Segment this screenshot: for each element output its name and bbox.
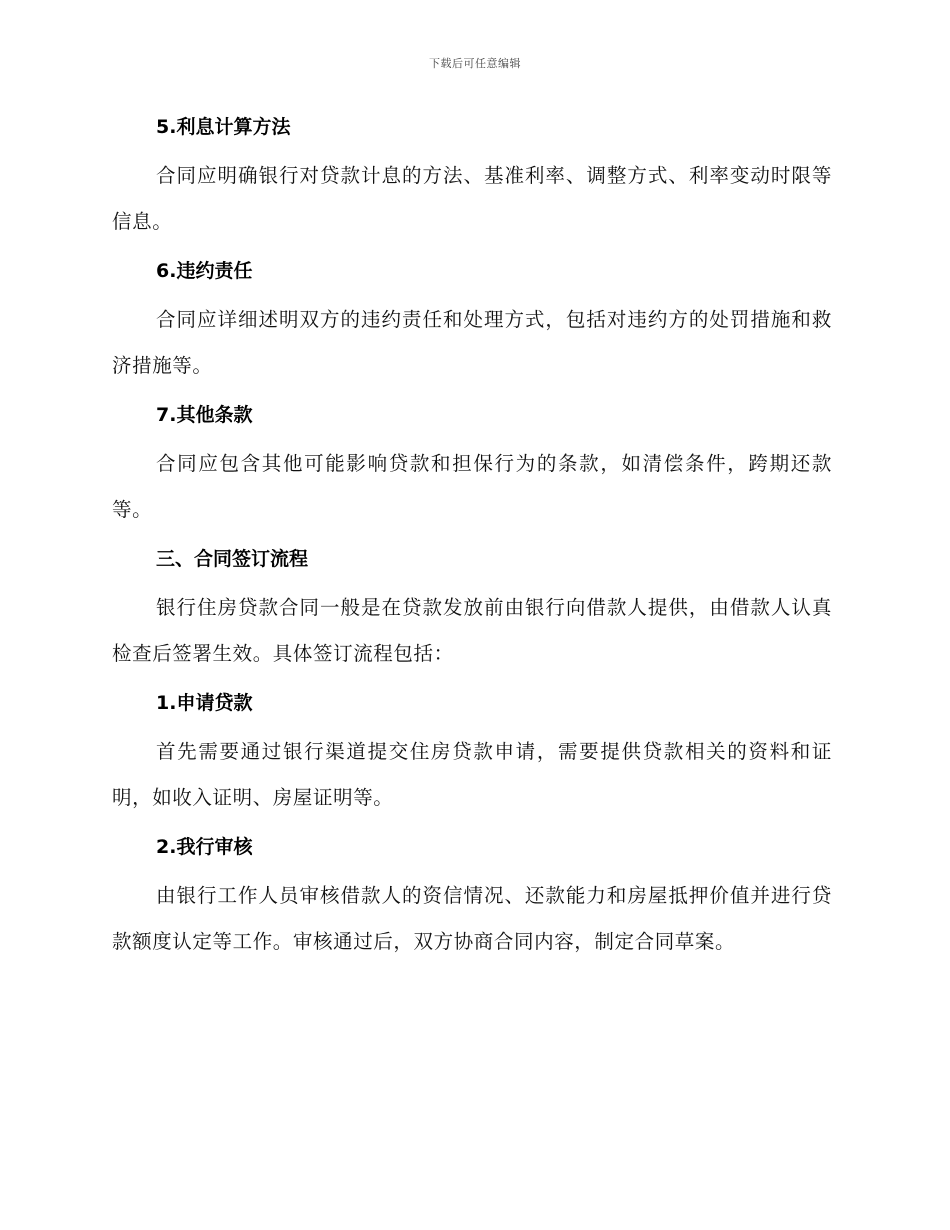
section-paragraph-default-liability: 合同应详细述明双方的违约责任和处理方式，包括对违约方的处罚措施和救济措施等。 [112, 308, 832, 377]
section-heading-other-terms: 7.其他条款 [156, 404, 253, 426]
document-body [112, 108, 832, 972]
section-heading-apply-loan: 1.申请贷款 [156, 692, 253, 714]
section-paragraph-apply-loan: 首先需要通过银行渠道提交住房贷款申请，需要提供贷款相关的资料和证明，如收入证明、房屋证明等。 [112, 740, 832, 809]
page-header-note: 下载后可任意编辑 [429, 57, 521, 70]
section-paragraph-interest-method: 合同应明确银行对贷款计息的方法、基准利率、调整方式、利率变动时限等信息。 [112, 164, 832, 233]
section-heading-default-liability: 6.违约责任 [156, 260, 253, 282]
section-paragraph-other-terms: 合同应包含其他可能影响贷款和担保行为的条款，如清偿条件，跨期还款等。 [112, 452, 832, 521]
section-heading-signing-process: 三、合同签订流程 [156, 548, 309, 570]
section-heading-interest-method: 5.利息计算方法 [156, 116, 291, 138]
section-paragraph-bank-review: 由银行工作人员审核借款人的资信情况、还款能力和房屋抵押价值并进行贷款额度认定等工作。审核通过后，双方协商合同内容，制定合同草案。 [112, 884, 832, 953]
section-heading-bank-review: 2.我行审核 [156, 836, 253, 858]
section-paragraph-signing-process: 银行住房贷款合同一般是在贷款发放前由银行向借款人提供，由借款人认真检查后签署生效。具体签订流程包括： [112, 596, 832, 665]
